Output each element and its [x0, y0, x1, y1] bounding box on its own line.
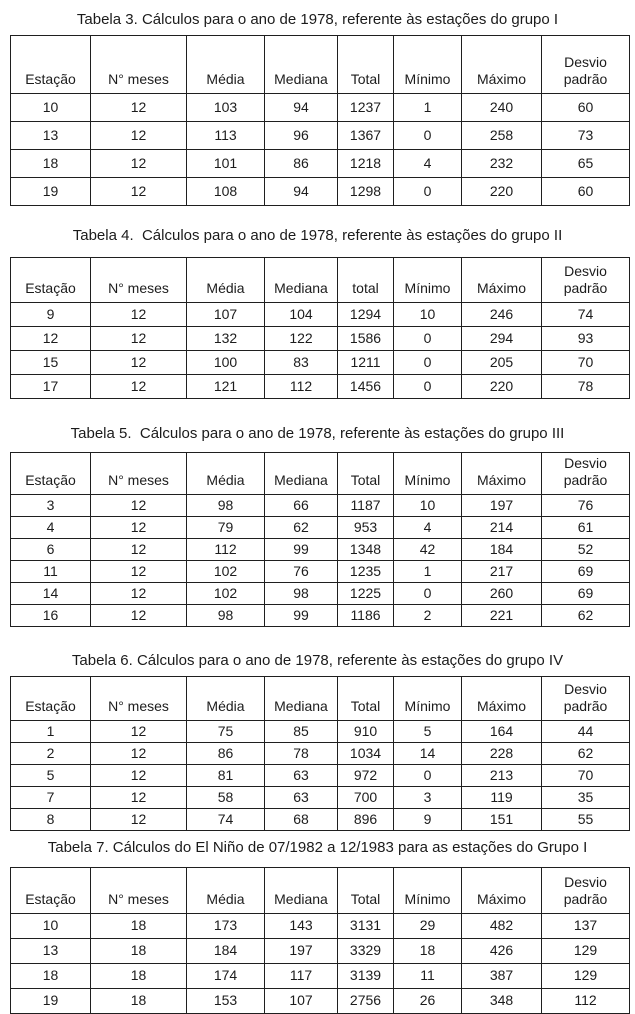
column-header: Total: [338, 36, 394, 94]
table-title: Tabela 4. Cálculos para o ano de 1978, referente às estações do grupo II: [72, 227, 563, 244]
table-cell: 197: [265, 939, 338, 964]
table-title: Tabela 3. Cálculos para o ano de 1978, referente às estações do grupo I: [76, 11, 559, 28]
column-header: N° meses: [91, 677, 187, 721]
table-cell: 60: [542, 178, 630, 206]
table-cell: 173: [187, 914, 265, 939]
column-header: Mínimo: [394, 258, 462, 303]
table-cell: 78: [542, 375, 630, 399]
table-cell: 0: [394, 122, 462, 150]
table-cell: 1586: [338, 327, 394, 351]
table-cell: 44: [542, 721, 630, 743]
table-cell: 11: [11, 561, 91, 583]
table-cell: 184: [187, 939, 265, 964]
table-cell: 12: [91, 809, 187, 831]
table-cell: 12: [91, 743, 187, 765]
table-cell: 81: [187, 765, 265, 787]
table-cell: 896: [338, 809, 394, 831]
table-row: [11, 122, 630, 150]
table-cell: 13: [11, 939, 91, 964]
table-cell: 121: [187, 375, 265, 399]
table-cell: 4: [11, 517, 91, 539]
column-header: total: [338, 258, 394, 303]
table-title: Tabela 7. Cálculos do El Niño de 07/1982 a 12/1983 para as estações do Grupo I: [47, 839, 588, 856]
table-cell: 213: [462, 765, 542, 787]
table-row: [11, 743, 630, 765]
column-header: Média: [187, 36, 265, 94]
table-cell: 1298: [338, 178, 394, 206]
table-cell: 63: [265, 765, 338, 787]
table-cell: 58: [187, 787, 265, 809]
table-row: [11, 583, 630, 605]
table-cell: 12: [91, 303, 187, 327]
table-cell: 76: [265, 561, 338, 583]
table-cell: 1: [11, 721, 91, 743]
table-cell: 228: [462, 743, 542, 765]
table-cell: 69: [542, 583, 630, 605]
table-cell: 70: [542, 351, 630, 375]
table-cell: 12: [11, 327, 91, 351]
table-cell: 1225: [338, 583, 394, 605]
table-cell: 112: [265, 375, 338, 399]
table-section-tabela-5: [0, 425, 635, 627]
table-cell: 76: [542, 495, 630, 517]
table-cell: 8: [11, 809, 91, 831]
table-cell: 0: [394, 351, 462, 375]
table-section-tabela-4: [0, 227, 635, 399]
table-cell: 99: [265, 605, 338, 627]
table-cell: 107: [187, 303, 265, 327]
column-header: Mínimo: [394, 677, 462, 721]
table-cell: 113: [187, 122, 265, 150]
table-cell: 0: [394, 765, 462, 787]
header-row: [11, 36, 630, 94]
table-cell: 66: [265, 495, 338, 517]
data-table: [10, 452, 630, 627]
table-row: [11, 721, 630, 743]
column-header: Mediana: [265, 677, 338, 721]
table-cell: 4: [394, 150, 462, 178]
table-row: [11, 495, 630, 517]
column-header: Total: [338, 677, 394, 721]
table-cell: 68: [265, 809, 338, 831]
column-header: Mediana: [265, 258, 338, 303]
table-cell: 700: [338, 787, 394, 809]
table-cell: 4: [394, 517, 462, 539]
table-cell: 9: [394, 809, 462, 831]
table-cell: 1456: [338, 375, 394, 399]
table-cell: 12: [91, 150, 187, 178]
table-cell: 19: [11, 178, 91, 206]
table-cell: 79: [187, 517, 265, 539]
table-cell: 112: [542, 989, 630, 1014]
table-section-tabela-6: [0, 652, 635, 831]
table-row: [11, 327, 630, 351]
table-cell: 12: [91, 122, 187, 150]
column-header: Máximo: [462, 258, 542, 303]
table-cell: 387: [462, 964, 542, 989]
table-cell: 83: [265, 351, 338, 375]
table-cell: 0: [394, 178, 462, 206]
table-cell: 3139: [338, 964, 394, 989]
table-cell: 10: [394, 495, 462, 517]
table-title: Tabela 5. Cálculos para o ano de 1978, referente às estações do grupo III: [70, 425, 565, 442]
table-row: [11, 303, 630, 327]
table-cell: 184: [462, 539, 542, 561]
table-row: [11, 351, 630, 375]
table-cell: 74: [187, 809, 265, 831]
data-table: [10, 867, 630, 1014]
table-cell: 16: [11, 605, 91, 627]
table-cell: 129: [542, 964, 630, 989]
table-cell: 1034: [338, 743, 394, 765]
column-header: Desvio padrão: [542, 453, 630, 495]
table-cell: 6: [11, 539, 91, 561]
table-cell: 98: [187, 495, 265, 517]
column-header: Total: [338, 453, 394, 495]
column-header: Mínimo: [394, 868, 462, 914]
table-cell: 3329: [338, 939, 394, 964]
table-cell: 99: [265, 539, 338, 561]
data-table: [10, 676, 630, 831]
table-cell: 103: [187, 94, 265, 122]
table-cell: 258: [462, 122, 542, 150]
table-cell: 3131: [338, 914, 394, 939]
table-cell: 12: [91, 495, 187, 517]
column-header: Total: [338, 868, 394, 914]
table-cell: 104: [265, 303, 338, 327]
table-cell: 205: [462, 351, 542, 375]
table-row: [11, 787, 630, 809]
table-row: [11, 94, 630, 122]
table-cell: 100: [187, 351, 265, 375]
table-cell: 246: [462, 303, 542, 327]
column-header: Média: [187, 453, 265, 495]
table-cell: 12: [91, 605, 187, 627]
table-cell: 52: [542, 539, 630, 561]
table-cell: 18: [394, 939, 462, 964]
table-row: [11, 765, 630, 787]
table-cell: 18: [91, 939, 187, 964]
table-cell: 2756: [338, 989, 394, 1014]
table-section-tabela-7: [0, 839, 635, 1014]
table-row: [11, 561, 630, 583]
table-cell: 953: [338, 517, 394, 539]
table-cell: 12: [91, 375, 187, 399]
table-cell: 7: [11, 787, 91, 809]
table-cell: 70: [542, 765, 630, 787]
table-cell: 1367: [338, 122, 394, 150]
header-row: [11, 677, 630, 721]
table-cell: 119: [462, 787, 542, 809]
table-cell: 11: [394, 964, 462, 989]
column-header: N° meses: [91, 36, 187, 94]
table-cell: 108: [187, 178, 265, 206]
table-cell: 29: [394, 914, 462, 939]
table-row: [11, 150, 630, 178]
table-row: [11, 517, 630, 539]
table-cell: 85: [265, 721, 338, 743]
column-header: Estação: [11, 453, 91, 495]
column-header: Estação: [11, 36, 91, 94]
table-cell: 62: [265, 517, 338, 539]
table-cell: 101: [187, 150, 265, 178]
table-cell: 12: [91, 583, 187, 605]
table-cell: 12: [91, 94, 187, 122]
table-cell: 1211: [338, 351, 394, 375]
table-cell: 972: [338, 765, 394, 787]
table-cell: 60: [542, 94, 630, 122]
table-cell: 217: [462, 561, 542, 583]
column-header: Mínimo: [394, 453, 462, 495]
table-cell: 112: [187, 539, 265, 561]
table-cell: 14: [394, 743, 462, 765]
table-cell: 10: [11, 94, 91, 122]
table-cell: 18: [91, 964, 187, 989]
table-cell: 132: [187, 327, 265, 351]
table-cell: 61: [542, 517, 630, 539]
column-header: Desvio padrão: [542, 258, 630, 303]
table-cell: 63: [265, 787, 338, 809]
table-cell: 0: [394, 375, 462, 399]
table-cell: 1187: [338, 495, 394, 517]
table-cell: 1235: [338, 561, 394, 583]
table-cell: 18: [11, 150, 91, 178]
table-cell: 102: [187, 561, 265, 583]
column-header: Média: [187, 868, 265, 914]
table-cell: 1186: [338, 605, 394, 627]
table-cell: 0: [394, 327, 462, 351]
table-cell: 1294: [338, 303, 394, 327]
table-cell: 75: [187, 721, 265, 743]
column-header: Desvio padrão: [542, 36, 630, 94]
table-cell: 35: [542, 787, 630, 809]
table-section-tabela-3: [0, 0, 635, 206]
table-cell: 174: [187, 964, 265, 989]
column-header: Mediana: [265, 868, 338, 914]
table-cell: 14: [11, 583, 91, 605]
table-cell: 12: [91, 765, 187, 787]
table-cell: 12: [91, 178, 187, 206]
table-cell: 19: [11, 989, 91, 1014]
table-cell: 12: [91, 561, 187, 583]
column-header: Máximo: [462, 868, 542, 914]
table-row: [11, 964, 630, 989]
table-cell: 18: [91, 989, 187, 1014]
table-cell: 55: [542, 809, 630, 831]
table-cell: 220: [462, 178, 542, 206]
table-cell: 3: [394, 787, 462, 809]
table-cell: 86: [265, 150, 338, 178]
table-cell: 2: [11, 743, 91, 765]
table-row: [11, 605, 630, 627]
header-row: [11, 258, 630, 303]
column-header: Mediana: [265, 453, 338, 495]
table-cell: 2: [394, 605, 462, 627]
table-cell: 73: [542, 122, 630, 150]
table-cell: 137: [542, 914, 630, 939]
column-header: N° meses: [91, 258, 187, 303]
table-cell: 102: [187, 583, 265, 605]
table-title: Tabela 6. Cálculos para o ano de 1978, referente às estações do grupo IV: [71, 652, 564, 669]
table-cell: 10: [394, 303, 462, 327]
table-row: [11, 539, 630, 561]
table-cell: 151: [462, 809, 542, 831]
table-cell: 1: [394, 561, 462, 583]
table-row: [11, 939, 630, 964]
table-cell: 1: [394, 94, 462, 122]
table-row: [11, 375, 630, 399]
column-header: Média: [187, 258, 265, 303]
column-header: Mediana: [265, 36, 338, 94]
table-cell: 98: [187, 605, 265, 627]
table-cell: 3: [11, 495, 91, 517]
header-row: [11, 453, 630, 495]
table-cell: 15: [11, 351, 91, 375]
data-table: [10, 257, 630, 399]
table-cell: 220: [462, 375, 542, 399]
table-cell: 107: [265, 989, 338, 1014]
column-header: Estação: [11, 258, 91, 303]
table-cell: 98: [265, 583, 338, 605]
table-cell: 10: [11, 914, 91, 939]
table-cell: 129: [542, 939, 630, 964]
table-cell: 12: [91, 351, 187, 375]
column-header: Desvio padrão: [542, 677, 630, 721]
table-cell: 12: [91, 787, 187, 809]
table-cell: 26: [394, 989, 462, 1014]
table-cell: 0: [394, 583, 462, 605]
column-header: Máximo: [462, 453, 542, 495]
table-cell: 94: [265, 94, 338, 122]
table-cell: 1218: [338, 150, 394, 178]
column-header: Máximo: [462, 677, 542, 721]
table-cell: 221: [462, 605, 542, 627]
column-header: Mínimo: [394, 36, 462, 94]
table-row: [11, 809, 630, 831]
column-header: Estação: [11, 868, 91, 914]
table-cell: 9: [11, 303, 91, 327]
table-cell: 214: [462, 517, 542, 539]
column-header: Estação: [11, 677, 91, 721]
table-cell: 1237: [338, 94, 394, 122]
table-row: [11, 178, 630, 206]
table-cell: 78: [265, 743, 338, 765]
table-cell: 18: [11, 964, 91, 989]
table-cell: 94: [265, 178, 338, 206]
table-cell: 426: [462, 939, 542, 964]
table-cell: 197: [462, 495, 542, 517]
table-cell: 910: [338, 721, 394, 743]
table-cell: 93: [542, 327, 630, 351]
table-cell: 294: [462, 327, 542, 351]
table-cell: 18: [91, 914, 187, 939]
table-cell: 143: [265, 914, 338, 939]
table-cell: 62: [542, 605, 630, 627]
data-table: [10, 35, 630, 206]
table-cell: 42: [394, 539, 462, 561]
header-row: [11, 868, 630, 914]
table-cell: 240: [462, 94, 542, 122]
column-header: Desvio padrão: [542, 868, 630, 914]
column-header: N° meses: [91, 868, 187, 914]
table-cell: 348: [462, 989, 542, 1014]
column-header: N° meses: [91, 453, 187, 495]
table-cell: 164: [462, 721, 542, 743]
table-cell: 117: [265, 964, 338, 989]
column-header: Máximo: [462, 36, 542, 94]
table-cell: 96: [265, 122, 338, 150]
table-cell: 260: [462, 583, 542, 605]
table-cell: 5: [11, 765, 91, 787]
table-cell: 12: [91, 539, 187, 561]
table-cell: 5: [394, 721, 462, 743]
table-cell: 17: [11, 375, 91, 399]
column-header: Média: [187, 677, 265, 721]
table-cell: 86: [187, 743, 265, 765]
table-row: [11, 914, 630, 939]
table-cell: 74: [542, 303, 630, 327]
table-cell: 65: [542, 150, 630, 178]
table-row: [11, 989, 630, 1014]
table-cell: 12: [91, 721, 187, 743]
table-cell: 232: [462, 150, 542, 178]
table-cell: 122: [265, 327, 338, 351]
table-cell: 482: [462, 914, 542, 939]
table-cell: 153: [187, 989, 265, 1014]
table-cell: 12: [91, 327, 187, 351]
table-cell: 13: [11, 122, 91, 150]
table-cell: 1348: [338, 539, 394, 561]
table-cell: 69: [542, 561, 630, 583]
table-cell: 12: [91, 517, 187, 539]
table-cell: 62: [542, 743, 630, 765]
